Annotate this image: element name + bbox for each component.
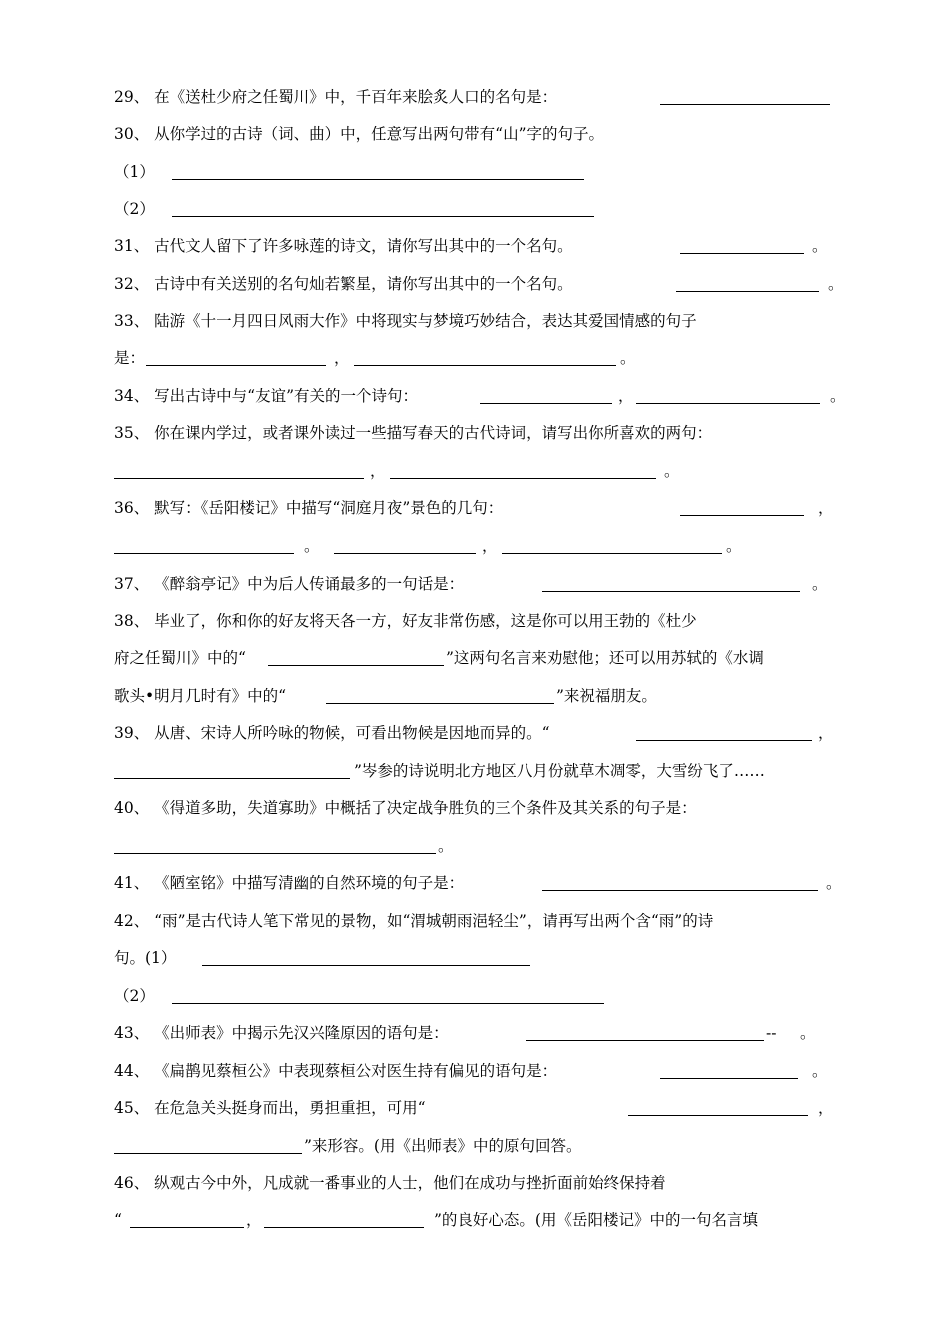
answer-blank[interactable] — [390, 478, 656, 479]
answer-blank[interactable] — [526, 1040, 764, 1041]
answer-blank[interactable] — [502, 553, 722, 554]
question-text-segment: ， — [818, 724, 834, 742]
question-text-segment: ， — [482, 537, 498, 555]
question-text — [0, 683, 950, 709]
question-text-segment: ”的良好心态。(用《岳阳楼记》中的一句名言填 — [434, 1211, 758, 1229]
question-text-segment: 。 — [812, 237, 828, 255]
answer-blank[interactable] — [264, 1227, 424, 1228]
question-text — [0, 308, 950, 334]
question-text-segment: 32、 古诗中有关送别的名句灿若繁星，请你写出其中的一个名句。 — [114, 275, 573, 293]
question-text — [0, 795, 950, 821]
question-text-segment: 29、 在《送杜少府之任蜀川》中，千百年来脍炙人口的名句是： — [114, 88, 558, 106]
answer-blank[interactable] — [202, 965, 530, 966]
question-text — [0, 983, 950, 1009]
question-text — [0, 458, 950, 484]
answer-blank[interactable] — [660, 104, 830, 105]
answer-blank[interactable] — [114, 478, 364, 479]
answer-blank[interactable] — [268, 665, 444, 666]
question-text-segment: 。 — [828, 275, 844, 293]
question-text-segment: 43、 《出师表》中揭示先汉兴隆原因的语句是： — [114, 1024, 449, 1042]
question-text-segment: ”来形容。(用《出师表》中的原句回答。 — [304, 1137, 582, 1155]
question-text-segment: ， — [334, 349, 350, 367]
answer-blank[interactable] — [326, 703, 554, 704]
question-text — [0, 571, 950, 597]
question-text — [0, 945, 950, 971]
question-text — [0, 1058, 950, 1084]
answer-blank[interactable] — [172, 179, 584, 180]
question-text-segment: （2） — [114, 200, 155, 218]
question-text-segment: ， — [818, 1099, 834, 1117]
question-text-segment: ， — [618, 387, 634, 405]
question-text — [0, 271, 950, 297]
question-text-segment: 35、 你在课内学过，或者课外读过一些描写春天的古代诗词，请写出你所喜欢的两句： — [114, 424, 713, 442]
question-text-segment: ， — [818, 499, 834, 517]
answer-blank[interactable] — [680, 515, 804, 516]
question-text-segment: （1） — [114, 163, 155, 181]
question-text-segment: 37、 《醉翁亭记》中为后人传诵最多的一句话是： — [114, 575, 465, 593]
question-text — [0, 533, 950, 559]
answer-blank[interactable] — [114, 778, 350, 779]
answer-blank[interactable] — [660, 1078, 798, 1079]
question-text-segment: ”这两句名言来劝慰他；还可以用苏轼的《水调 — [446, 649, 764, 667]
question-text — [0, 495, 950, 521]
question-text — [0, 233, 950, 259]
question-text-segment: 33、 陆游《十一月四日风雨大作》中将现实与梦境巧妙结合，表达其爱国情感的句子 — [114, 312, 697, 330]
question-text-segment: 42、 “雨”是古代诗人笔下常见的景物，如“渭城朝雨浥轻尘”，请再写出两个含“雨”的诗 — [114, 912, 714, 930]
answer-blank[interactable] — [636, 740, 812, 741]
question-text-segment: 。 — [800, 1024, 816, 1042]
answer-blank[interactable] — [628, 1115, 808, 1116]
question-text-segment: 。 — [812, 575, 828, 593]
question-text-segment: 是： — [114, 349, 146, 367]
question-text-segment: -- — [766, 1024, 777, 1042]
question-text-segment: 。 — [620, 349, 636, 367]
question-text-segment: 31、 古代文人留下了许多咏莲的诗文，请你写出其中的一个名句。 — [114, 237, 573, 255]
question-text-segment: 府之任蜀川》中的“ — [114, 649, 246, 667]
question-text-segment: 34、 写出古诗中与“友谊”有关的一个诗句： — [114, 387, 418, 405]
question-text-segment: 。 — [812, 1062, 828, 1080]
question-text — [0, 720, 950, 746]
answer-blank[interactable] — [354, 365, 616, 366]
question-text — [0, 1170, 950, 1196]
answer-blank[interactable] — [114, 853, 436, 854]
answer-blank[interactable] — [680, 253, 804, 254]
question-text — [0, 196, 950, 222]
answer-blank[interactable] — [480, 403, 612, 404]
question-text — [0, 758, 950, 784]
question-text-segment: 46、 纵观古今中外，凡成就一番事业的人士，他们在成功与挫折面前始终保持着 — [114, 1174, 666, 1192]
question-text-segment: “ — [114, 1211, 122, 1229]
question-text-segment: 歌头•明月几时有》中的“ — [114, 687, 287, 705]
question-text — [0, 84, 950, 110]
question-text-segment: 40、 《得道多助，失道寡助》中概括了决定战争胜负的三个条件及其关系的句子是： — [114, 799, 697, 817]
question-text — [0, 1207, 950, 1233]
question-text — [0, 870, 950, 896]
question-text-segment: 。 — [726, 537, 742, 555]
question-text — [0, 833, 950, 859]
answer-blank[interactable] — [114, 553, 294, 554]
question-text — [0, 383, 950, 409]
question-text-segment: 30、 从你学过的古诗（词、曲）中，任意写出两句带有“山”字的句子。 — [114, 125, 605, 143]
answer-blank[interactable] — [130, 1227, 244, 1228]
answer-blank[interactable] — [542, 890, 818, 891]
answer-blank[interactable] — [542, 591, 800, 592]
question-text-segment: 39、 从唐、宋诗人所吟咏的物候，可看出物候是因地而异的。“ — [114, 724, 550, 742]
question-text-segment: 41、 《陋室铭》中描写清幽的自然环境的句子是： — [114, 874, 465, 892]
answer-blank[interactable] — [172, 1003, 604, 1004]
question-text-segment: 。 — [664, 462, 680, 480]
answer-blank[interactable] — [636, 403, 820, 404]
question-text — [0, 1133, 950, 1159]
question-text — [0, 345, 950, 371]
question-text — [0, 645, 950, 671]
question-text-segment: 44、 《扁鹊见蔡桓公》中表现蔡桓公对医生持有偏见的语句是： — [114, 1062, 558, 1080]
question-text-segment: （2） — [114, 987, 155, 1005]
question-text-segment: ”岑参的诗说明北方地区八月份就草木凋零，大雪纷飞了…… — [354, 762, 765, 780]
question-text-segment: 句。(1） — [114, 949, 177, 967]
question-text — [0, 159, 950, 185]
answer-blank[interactable] — [172, 216, 594, 217]
question-text — [0, 608, 950, 634]
answer-blank[interactable] — [146, 365, 326, 366]
question-text — [0, 1095, 950, 1121]
question-text-segment: 36、 默写：《岳阳楼记》中描写“洞庭月夜”景色的几句： — [114, 499, 504, 517]
question-text-segment: ， — [370, 462, 386, 480]
question-text-segment: 38、 毕业了，你和你的好友将天各一方，好友非常伤感，这是你可以用王勃的《杜少 — [114, 612, 697, 630]
question-text-segment: 45、 在危急关头挺身而出，勇担重担，可用“ — [114, 1099, 426, 1117]
question-text — [0, 1020, 950, 1046]
question-text — [0, 420, 950, 446]
question-text-segment: 。 — [438, 837, 454, 855]
question-text-segment: ， — [246, 1211, 262, 1229]
answer-blank[interactable] — [114, 1153, 302, 1154]
question-text-segment: 。 — [826, 874, 842, 892]
answer-blank[interactable] — [334, 553, 476, 554]
question-text-segment: 。 — [304, 537, 320, 555]
answer-blank[interactable] — [676, 291, 819, 292]
question-text — [0, 908, 950, 934]
question-text-segment: ”来祝福朋友。 — [556, 687, 657, 705]
question-text — [0, 121, 950, 147]
question-text-segment: 。 — [830, 387, 846, 405]
